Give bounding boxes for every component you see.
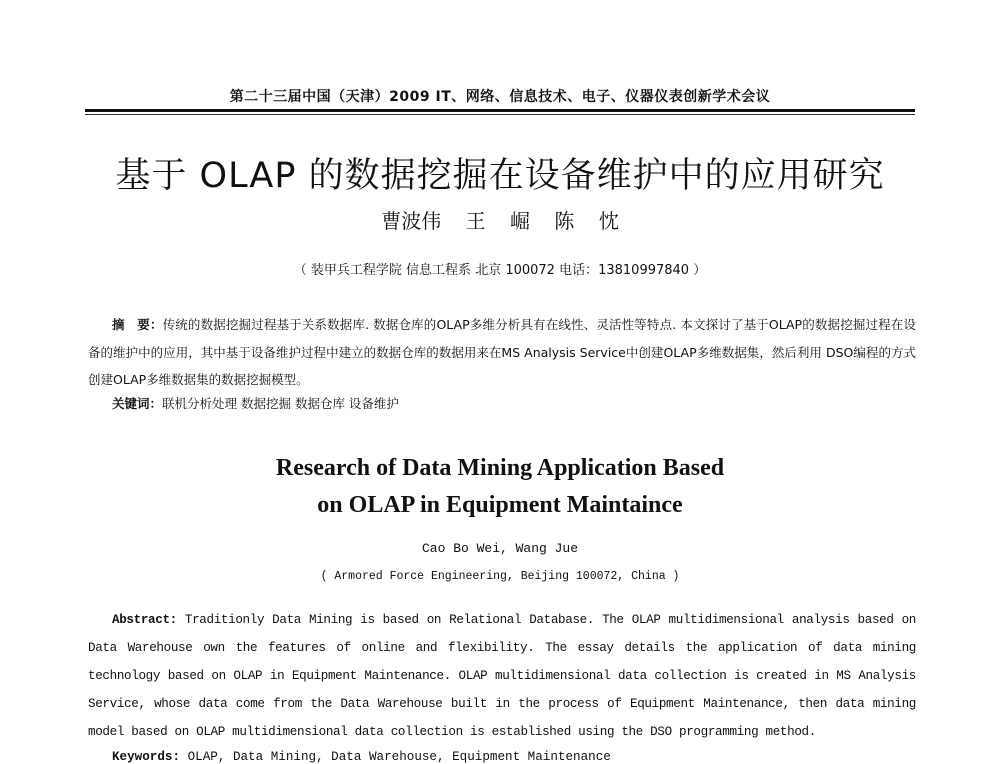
chinese-authors: 曹波伟 王 崛 陈 忱	[381, 209, 619, 233]
english-authors: Cao Bo Wei, Wang Jue	[421, 541, 579, 556]
chinese-abstract	[88, 311, 916, 394]
english-affiliation: ( Armored Force Engineering, Beijing 100072, China )	[320, 570, 680, 583]
english-abstract	[88, 606, 916, 746]
chinese-keywords	[112, 394, 399, 412]
chinese-abstract-label: 摘 要：	[112, 317, 163, 332]
chinese-title: 基于 OLAP 的数据挖掘在设备维护中的应用研究	[115, 156, 885, 196]
chinese-affiliation: （ 装甲兵工程学院 信息工程系 北京 100072 电话：13810997840 ）	[293, 263, 707, 278]
english-abstract-text: Traditionly Data Mining is based on Relational Database. The OLAP multidimensional analysis based on Data Warehouse own the features of online and flexibility. The essay details the application of data mining technology based on OLAP in Equipment Maintenance. OLAP multidimensional data collection is created in MS Analysis Service, whose data come from the Data Warehouse built in the process of Equipment Maintenance, then data mining model based on OLAP multidimensional data collection is established using the DSO programming method.	[88, 613, 916, 739]
english-keywords	[112, 750, 611, 764]
chinese-abstract-text: 传统的数据挖掘过程基于关系数据库. 数据仓库的OLAP多维分析具有在线性、灵活性等特点. 本文探讨了基于OLAP的数据挖掘过程在设备的维护中的应用，其中基于设备维护过程中建立的数据仓库的数据用来在MS Analysis Service中创建OLAP多维数据集，然后利用 DSO编程的方式创建OLAP多维数据集的数据挖掘模型。	[88, 317, 916, 387]
header-rule-thick	[85, 109, 915, 112]
english-title-line1: Research of Data Mining Application Based	[275, 455, 725, 481]
chinese-keywords-text: 联机分析处理 数据挖掘 数据仓库 设备维护	[162, 396, 399, 411]
chinese-keywords-label: 关键词：	[112, 396, 163, 411]
english-keywords-text: OLAP, Data Mining, Data Warehouse, Equipment Maintenance	[187, 750, 611, 764]
header-rule-thin	[85, 114, 915, 115]
conference-header: 第二十三届中国（天津）2009 IT、网络、信息技术、电子、仪器仪表创新学术会议	[229, 89, 771, 105]
english-abstract-label: Abstract:	[112, 613, 177, 627]
english-title-line2: on OLAP in Equipment Maintaince	[317, 492, 683, 518]
english-keywords-label: Keywords:	[112, 750, 181, 764]
